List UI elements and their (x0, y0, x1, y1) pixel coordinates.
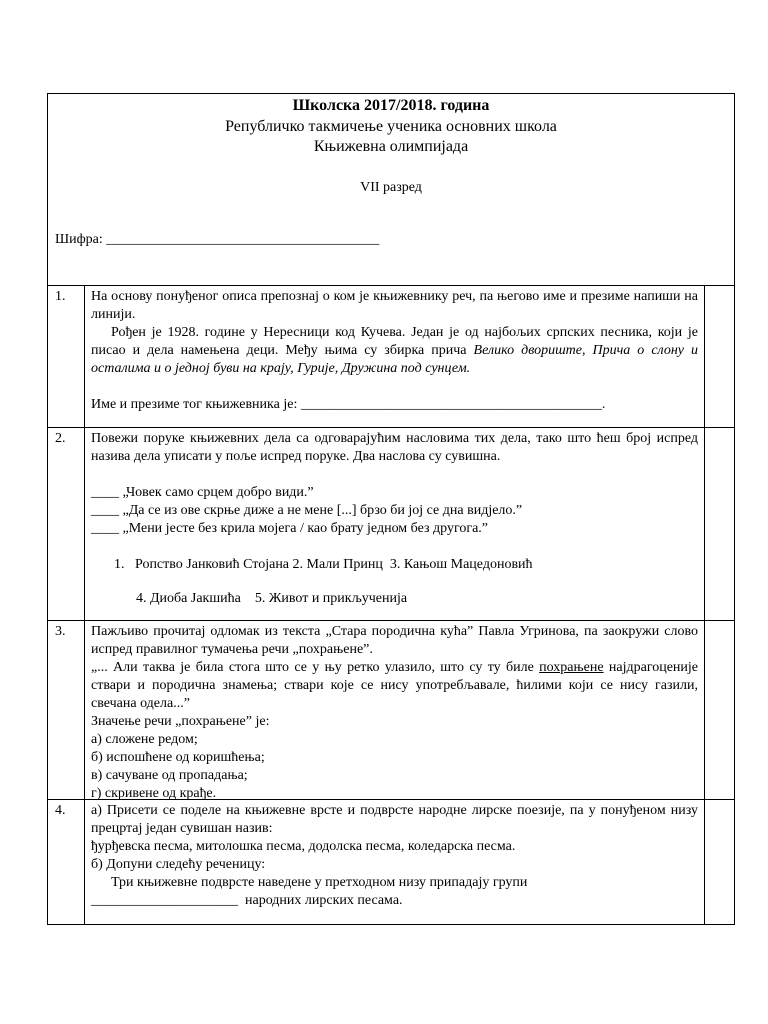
column-divider (84, 428, 85, 621)
grade-label: VII разред (360, 180, 422, 195)
underlined-word: похрањене (539, 660, 604, 675)
question-1-row (48, 285, 734, 428)
question-3-excerpt (91, 659, 698, 713)
answer-option[interactable]: б) испошћене од коришћења; (91, 750, 265, 765)
answer-option[interactable]: г) скривене од крађе. (91, 786, 217, 801)
question-3-row (48, 620, 734, 800)
question-4-blank[interactable]: _____________________ народних лирских песама. (91, 893, 403, 908)
titles-line-1: 1. Ропство Јанковић Стојана 2. Мали Принц 3. Кањош Мацедоновић (114, 557, 533, 572)
column-divider (704, 428, 705, 621)
column-divider (704, 621, 705, 800)
code-field[interactable]: Шифра: _______________________________________ (55, 232, 380, 247)
question-4-part-a: а) Присети се поделе на књижевне врсте и подврсте народне лирске поезије, па у понуђеном низу прецртај један сувишан назив: (91, 803, 698, 836)
header-section (48, 94, 734, 285)
column-divider (84, 286, 85, 428)
description-text: Рођен је 1928. године у Нересници код Кучева. Један је од најбољих српских песника, који је писао и дела намењена деци. Међу њима су збирка прича (91, 325, 698, 358)
column-divider (84, 621, 85, 800)
question-number: 1. (55, 289, 66, 304)
column-divider (704, 286, 705, 428)
column-divider (84, 800, 85, 925)
question-2-row (48, 427, 734, 621)
works-list: Велико двориште, Прича о слону и осталима и о једној буви на крају, Гурије, Дружина под сунцем. (91, 343, 699, 376)
competition-subtitle: Републичко такмичење ученика основних школа (225, 118, 557, 135)
question-1-instruction: На основу понуђеног описа препознај о ком је књижевнику реч, па његово име и презиме напиши на линији. (91, 289, 698, 322)
question-1-content (91, 288, 698, 414)
question-4-part-b: б) Допуни следећу реченицу: (91, 857, 266, 872)
question-number: 3. (55, 624, 66, 639)
question-3-content (91, 623, 698, 803)
question-4-content (91, 802, 698, 910)
question-4-row (48, 799, 734, 925)
titles-line-2: 4. Диоба Јакшића 5. Живот и прикљученија (136, 591, 408, 606)
question-number: 4. (55, 803, 66, 818)
question-4-sentence: Три књижевне подврсте наведене у претходном низу припадају групи (111, 875, 528, 890)
question-1-description (91, 324, 698, 378)
message-item[interactable]: ____ „Да се из ове скрње диже а не мене [...] брзо би јој се дна видјело.” (91, 503, 523, 518)
question-3-prompt: Значење речи „похрањене” је: (91, 714, 270, 729)
answer-option[interactable]: в) сачуване од пропадања; (91, 768, 248, 783)
message-item[interactable]: ____ „Човек само срцем добро види.” (91, 485, 314, 500)
song-type-list[interactable]: ђурђевска песма, митолошка песма, додолска песма, коледарска песма. (91, 839, 516, 854)
question-3-instruction: Пажљиво прочитај одломак из текста „Стара породична кућа” Павла Угринова, па заокружи слово испред правилног тумачења речи „похрањене”. (91, 624, 698, 657)
school-year-title: Школска 2017/2018. година (292, 97, 490, 114)
excerpt-text: најдрагоценије ствари и породична знамења; ствари које се нису употребљавале, ћилими који се нису газили, свечана одела...” (91, 660, 699, 711)
document-table (47, 93, 735, 925)
excerpt-text: „... Али таква је била стога што се у њу ретко улазило, што су ту биле (91, 660, 540, 675)
question-2-content (91, 430, 698, 608)
message-item[interactable]: ____ „Мени јесте без крила мојега / као брату једном без другога.” (91, 521, 489, 536)
answer-option[interactable]: а) сложене редом; (91, 732, 198, 747)
olympiad-subtitle: Књижевна олимпијада (313, 138, 469, 155)
question-2-instruction: Повежи поруке књижевних дела са одговарајућим насловима тих дела, тако што ћеш број испред назива дела уписати у поље испред поруке. Два наслова су сувишна. (91, 431, 698, 464)
column-divider (704, 800, 705, 925)
question-number: 2. (55, 431, 66, 446)
question-1-answer-line[interactable]: Име и презиме тог књижевника је: ___________________________________________. (91, 397, 606, 412)
